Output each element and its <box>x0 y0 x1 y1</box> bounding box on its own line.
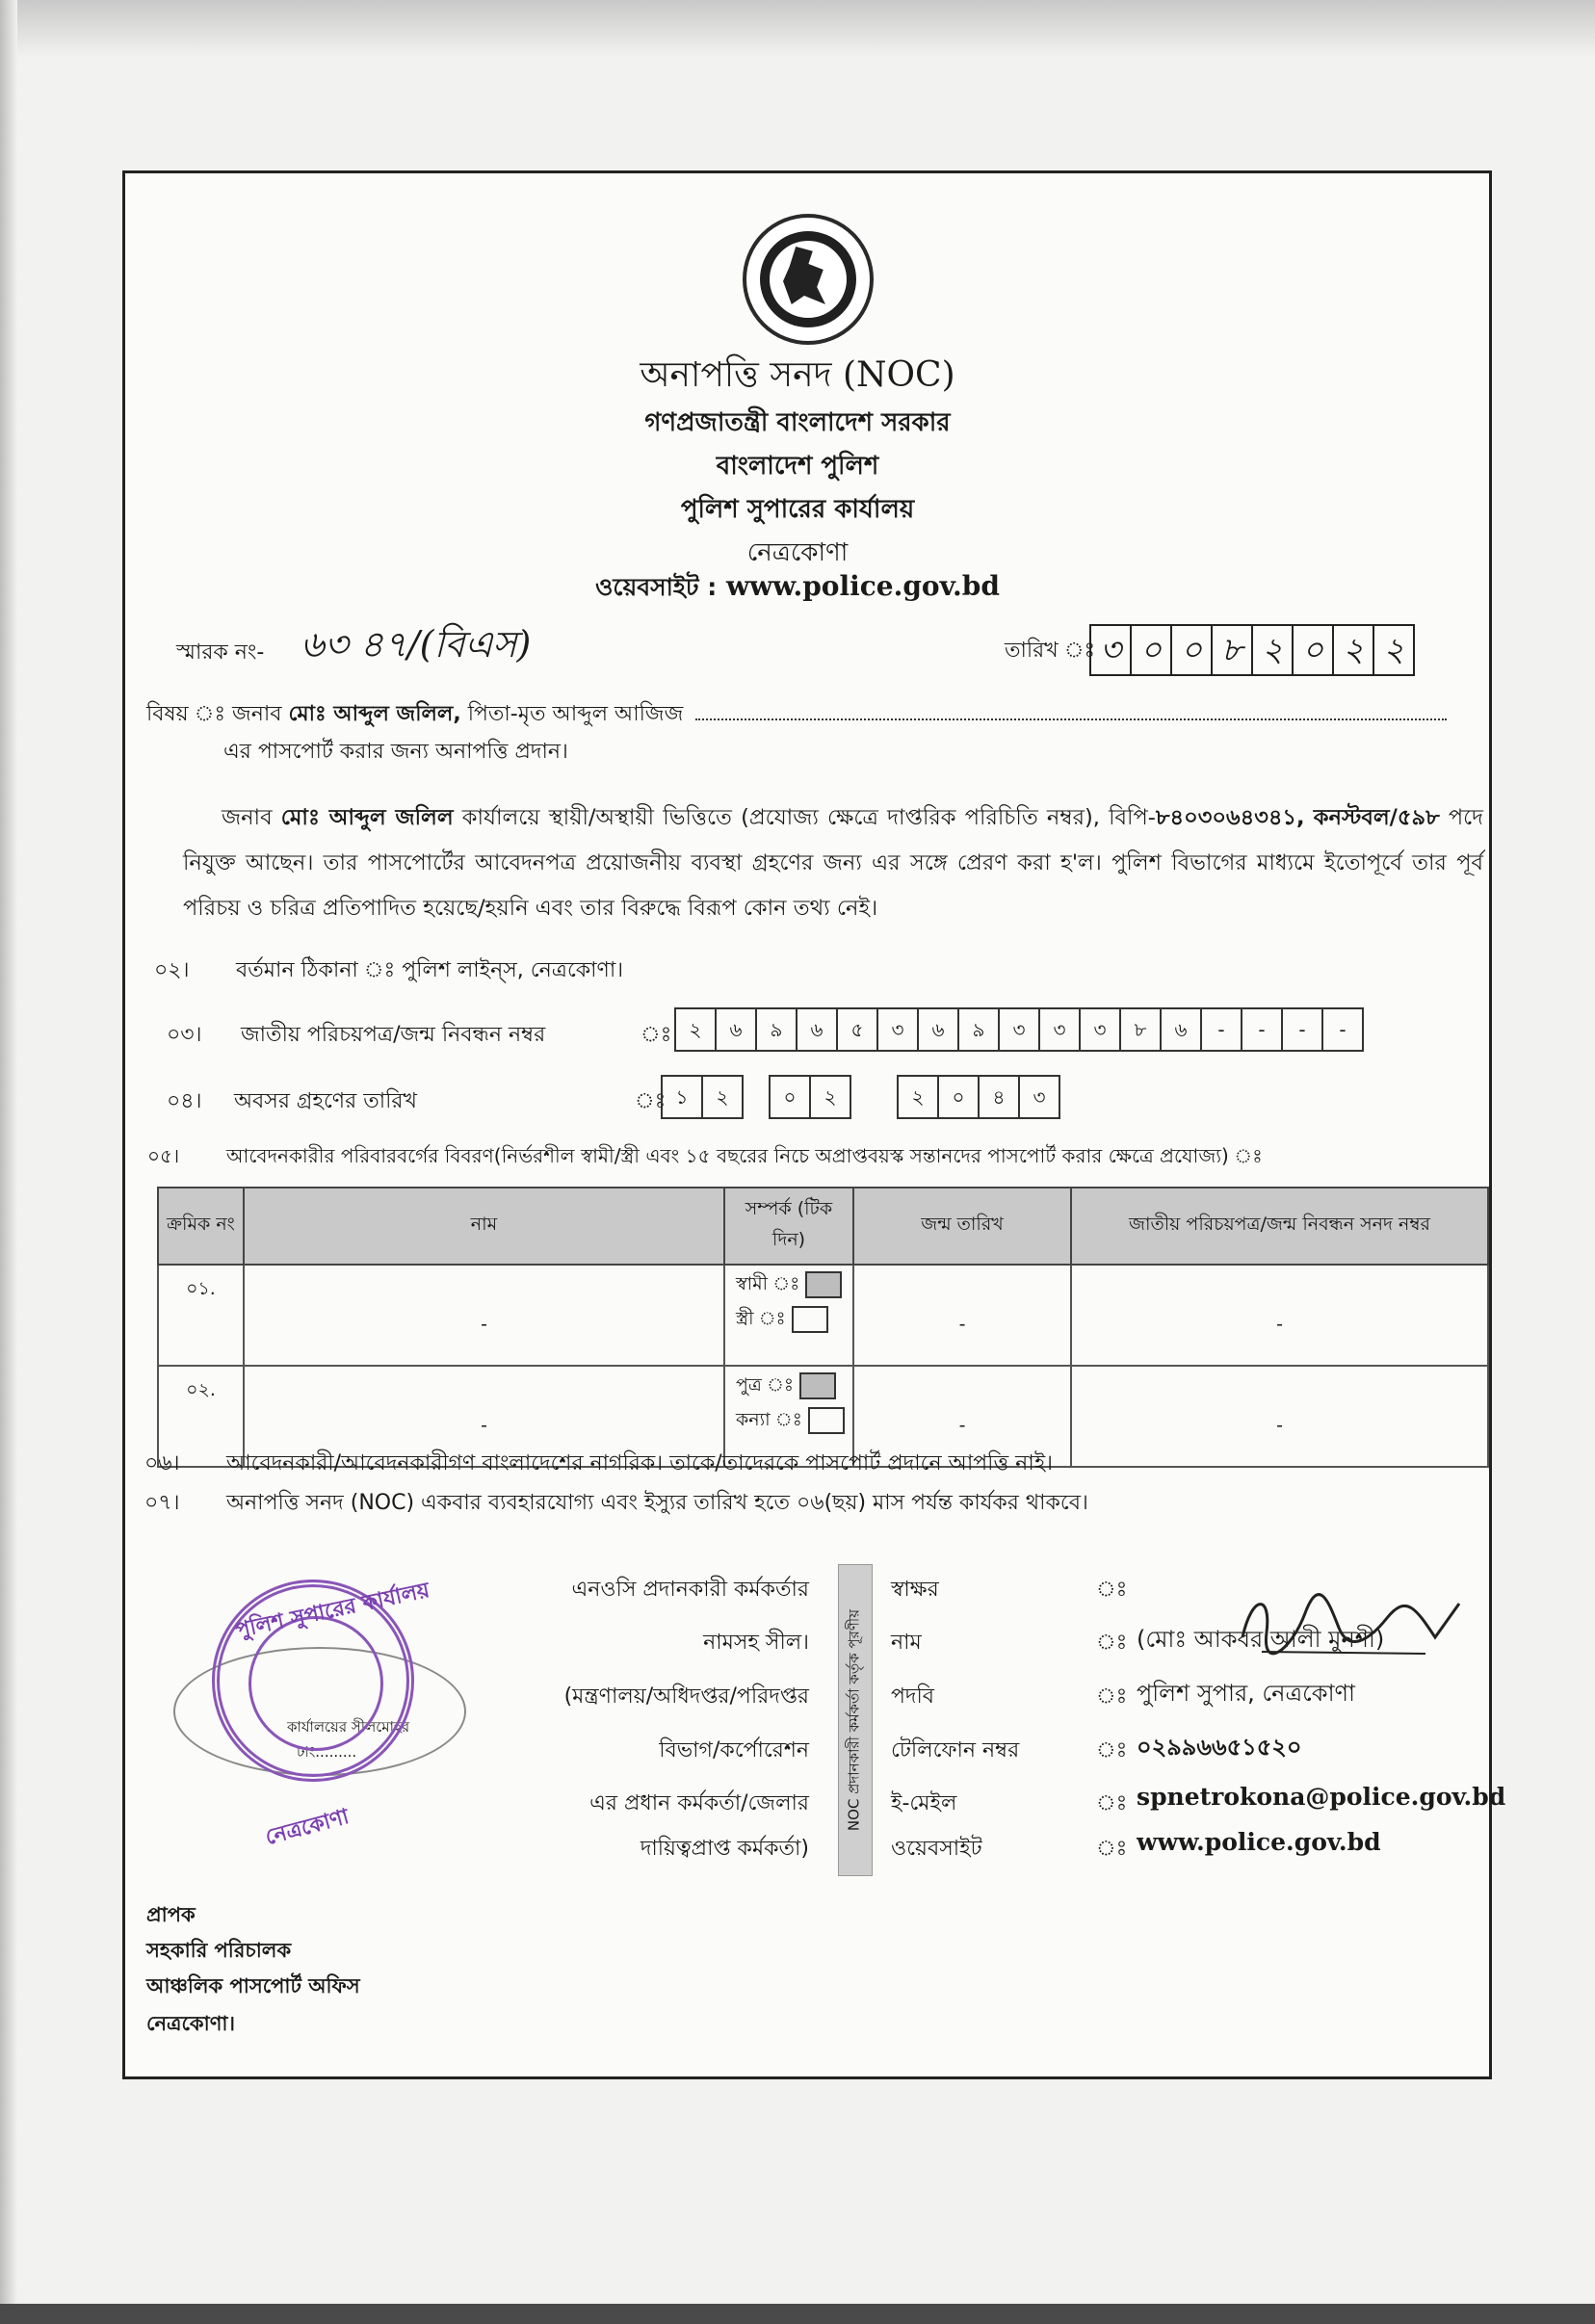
recipient-1: প্রাপক <box>146 1903 196 1926</box>
digit-box: ৩ <box>1079 1007 1121 1052</box>
recipient-2: সহকারি পরিচালক <box>146 1939 292 1962</box>
seal-bottom-text: নেত্রকোণা <box>263 1805 352 1851</box>
subject-prefix: বিষয় ঃ জনাব <box>146 702 282 726</box>
government-name: গণপ্রজাতন্ত্রী বাংলাদেশ সরকার <box>644 408 951 437</box>
digit-box: ৯ <box>957 1007 1000 1052</box>
digit-box: ৬ <box>917 1007 959 1052</box>
digit-box: ০ <box>769 1075 811 1119</box>
digit-box: ৩ <box>876 1007 919 1052</box>
signature-scribble <box>1233 1584 1464 1661</box>
scan-top-shadow <box>0 0 1595 58</box>
retire-year-boxes <box>899 1075 1060 1119</box>
officer-label-4: বিভাগ/কর্পোরেশন <box>659 1738 809 1763</box>
digit-box: ৮ <box>1211 624 1253 676</box>
officer-label-2: নামসহ সীল। <box>703 1631 809 1655</box>
memo-label: স্মারক নং- <box>176 640 265 665</box>
digit-box: ৩ <box>1038 1007 1081 1052</box>
government-emblem <box>743 214 874 345</box>
body-paragraph: জনাব মোঃ আব্দুল জলিল কার্যালয়ে স্থায়ী/অস্থায়ী ভিত্তিতে (প্রযোজ্য ক্ষেত্রে দাপ্তরিক পরিচিতি নম্বর), বিপি-৮৪০৩০৬৪৩৪১, কনস্টবল/৫৯৮ পদে নিযুক্ত আছেন। তার পাসপোর্টের আবেদনপত্র প্রয়োজনীয় ব্যবস্থা গ্রহণের জন্য এর সঙ্গে প্রেরণ করা হ'ল। পুলিশ বিভাগের মাধ্যমে ইতোপূর্বে তার পূর্ব পরিচয় ও চরিত্র প্রতিপাদিত হয়েছে/হয়নি এবং তার বিরুদ্ধে বিরূপ কোন তথ্য নেই। <box>183 805 1483 921</box>
officer-field-value: (মোঃ আকবর আলী মুনশী) <box>1137 1626 1385 1653</box>
subject-line <box>146 697 1485 733</box>
scan-bottom-edge <box>0 2304 1595 2324</box>
col-name: নাম <box>244 1188 724 1265</box>
digit-box: ২ <box>1332 624 1374 676</box>
officer-field-label: ই-মেইল <box>891 1791 957 1815</box>
stamp-sub: ঢাং......... <box>297 1743 357 1761</box>
dotted-line <box>695 718 1447 720</box>
digit-box: ২ <box>1251 624 1294 676</box>
table-row: ০১. - স্বামী ঃ স্ত্রী ঃ - - <box>158 1265 1488 1366</box>
recipient-4: নেত্রকোণা। <box>146 2012 236 2035</box>
item-03-colon: ঃ <box>641 1023 672 1047</box>
wife-checkbox[interactable] <box>792 1306 828 1333</box>
col-serial: ক্রমিক নং <box>158 1188 244 1265</box>
officer-label-1: এনওসি প্রদানকারী কর্মকর্তার <box>571 1578 809 1602</box>
item-06-number: ০৬। <box>144 1451 180 1475</box>
item-03-label: জাতীয় পরিচয়পত্র/জন্ম নিবন্ধন নম্বর <box>241 1023 546 1047</box>
officer-field-value: spnetrokona@police.gov.bd <box>1137 1783 1506 1811</box>
nid-boxes <box>676 1007 1364 1052</box>
digit-box: ০ <box>1170 624 1213 676</box>
digit-box: - <box>1200 1007 1242 1052</box>
officer-label-3: (মন্ত্রণালয়/অধিদপ্তর/পরিদপ্তর <box>563 1684 809 1709</box>
page-title: অনাপত্তি সনদ (NOC) <box>640 355 955 395</box>
item-02-number: ০২। <box>154 958 190 982</box>
digit-box: ২ <box>674 1007 717 1052</box>
item-07-number: ০৭। <box>144 1491 180 1515</box>
officer-field-colon: ঃ <box>1096 1791 1128 1815</box>
department-name: বাংলাদেশ পুলিশ <box>716 452 879 481</box>
item-04-number: ০৪। <box>167 1089 202 1113</box>
digit-box: ০ <box>1292 624 1334 676</box>
seal-top-text: পুলিশ সুপারের কার্যালয় <box>233 1578 432 1644</box>
daughter-checkbox[interactable] <box>808 1407 845 1434</box>
digit-box: ১ <box>661 1075 703 1119</box>
digit-box: ৩ <box>998 1007 1040 1052</box>
applicant-name: মোঃ আব্দুল জলিল <box>280 805 454 830</box>
digit-box: - <box>1281 1007 1323 1052</box>
table-row: ০২. - পুত্র ঃ কন্যা ঃ - - <box>158 1366 1488 1467</box>
bp-number: ৮৪০৩০৬৪৩৪১, <box>1155 805 1305 830</box>
col-relation: সম্পর্ক (টিক দিন) <box>724 1188 853 1265</box>
digit-box: ২ <box>1373 624 1415 676</box>
subject-line2: এর পাসপোর্ট করার জন্য অনাপত্তি প্রদান। <box>223 740 568 764</box>
digit-box: ২ <box>809 1075 851 1119</box>
officer-field-label: ওয়েবসাইট <box>891 1837 982 1861</box>
item-06-text: আবেদনকারী/আবেদনকারীগণ বাংলাদেশের নাগরিক। তাকে/তাদেরকে পাসপোর্ট প্রদানে আপত্তি নাই। <box>226 1451 1054 1475</box>
digit-box: ৬ <box>715 1007 757 1052</box>
retire-day-boxes <box>663 1075 744 1119</box>
officer-field-value: পুলিশ সুপার, নেত্রকোণা <box>1137 1680 1355 1707</box>
date-boxes <box>1091 624 1415 676</box>
item-07-text: অনাপত্তি সনদ (NOC) একবার ব্যবহারযোগ্য এবং ইস্যুর তারিখ হতে ০৬(ছয়) মাস পর্যন্ত কার্যকর থাকবে। <box>226 1491 1088 1515</box>
retire-month-boxes <box>771 1075 851 1119</box>
col-dob: জন্ম তারিখ <box>853 1188 1071 1265</box>
digit-box: ৫ <box>836 1007 878 1052</box>
col-nid: জাতীয় পরিচয়পত্র/জন্ম নিবন্ধন সনদ নম্বর <box>1071 1188 1488 1265</box>
digit-box: ২ <box>701 1075 744 1119</box>
website-value: www.police.gov.bd <box>725 570 1000 602</box>
website-label: ওয়েবসাইট : <box>595 573 718 601</box>
officer-field-colon: ঃ <box>1096 1684 1128 1709</box>
item-05-number: ০৫। <box>147 1144 180 1167</box>
office-name: পুলিশ সুপারের কার্যালয় <box>680 495 915 524</box>
recipient-3: আঞ্চলিক পাসপোর্ট অফিস <box>146 1974 360 1998</box>
item-04-label: অবসর গ্রহণের তারিখ <box>234 1089 417 1113</box>
subject-father: পিতা-মৃত আব্দুল আজিজ <box>467 702 684 726</box>
digit-box: ০ <box>1130 624 1172 676</box>
stamp-label: কার্যালয়ের সীলমোহর <box>287 1718 410 1736</box>
item-03-number: ০৩। <box>167 1023 202 1047</box>
officer-field-label: নাম <box>891 1631 922 1655</box>
officer-field-colon: ঃ <box>1096 1578 1128 1602</box>
website-line <box>0 568 1595 610</box>
digit-box: ৩ <box>1018 1075 1060 1119</box>
memo-number: ৬৩ ৪৭/(বিএস) <box>301 623 532 666</box>
officer-field-label: স্বাক্ষর <box>891 1578 939 1602</box>
digit-box: ২ <box>897 1075 939 1119</box>
item-02-address: বর্তমান ঠিকানা ঃ পুলিশ লাইন্‌স, নেত্রকোণা। <box>236 958 624 982</box>
digit-box: - <box>1241 1007 1283 1052</box>
digit-box: ৪ <box>978 1075 1020 1119</box>
noc-band: NOC প্রদানকারী কর্মকর্তা কর্তৃক পূরণীয় <box>838 1564 873 1876</box>
subject-name: মোঃ আব্দুল জলিল, <box>288 702 461 726</box>
digit-box: ৬ <box>796 1007 838 1052</box>
officer-field-value: www.police.gov.bd <box>1137 1828 1381 1856</box>
district-name: নেত্রকোণা <box>746 538 849 567</box>
digit-box: ০ <box>937 1075 980 1119</box>
officer-label-6: দায়িত্বপ্রাপ্ত কর্মকর্তা) <box>640 1837 809 1861</box>
husband-checkbox[interactable] <box>805 1271 842 1298</box>
item-04-colon: ঃ <box>635 1089 667 1113</box>
digit-box: - <box>1321 1007 1364 1052</box>
officer-field-label: পদবি <box>891 1684 935 1709</box>
officer-field-colon: ঃ <box>1096 1738 1128 1763</box>
digit-box: ৮ <box>1119 1007 1162 1052</box>
digit-box: ৬ <box>1160 1007 1202 1052</box>
officer-field-label: টেলিফোন নম্বর <box>891 1738 1020 1763</box>
officer-field-colon: ঃ <box>1096 1837 1128 1861</box>
family-table <box>157 1187 1489 1468</box>
date-label: তারিখ ঃ <box>1005 639 1096 663</box>
son-checkbox[interactable] <box>799 1372 836 1399</box>
digit-box: ৯ <box>755 1007 798 1052</box>
officer-field-value: ০২৯৯৬৬৫১৫২০ <box>1137 1734 1302 1761</box>
officer-label-5: এর প্রধান কর্মকর্তা/জেলার <box>589 1791 809 1815</box>
digit-box: ৩ <box>1089 624 1132 676</box>
officer-field-colon: ঃ <box>1096 1631 1128 1655</box>
item-05-text: আবেদনকারীর পরিবারবর্গের বিবরণ(নির্ভরশীল স্বামী/স্ত্রী এবং ১৫ বছরের নিচে অপ্রাপ্তবয়স্ক সন্তানদের পাসপোর্ট করার ক্ষেত্রে প্রযোজ্য) ঃ <box>226 1144 1263 1167</box>
post-number: কনস্টবল/৫৯৮ <box>1313 805 1440 830</box>
